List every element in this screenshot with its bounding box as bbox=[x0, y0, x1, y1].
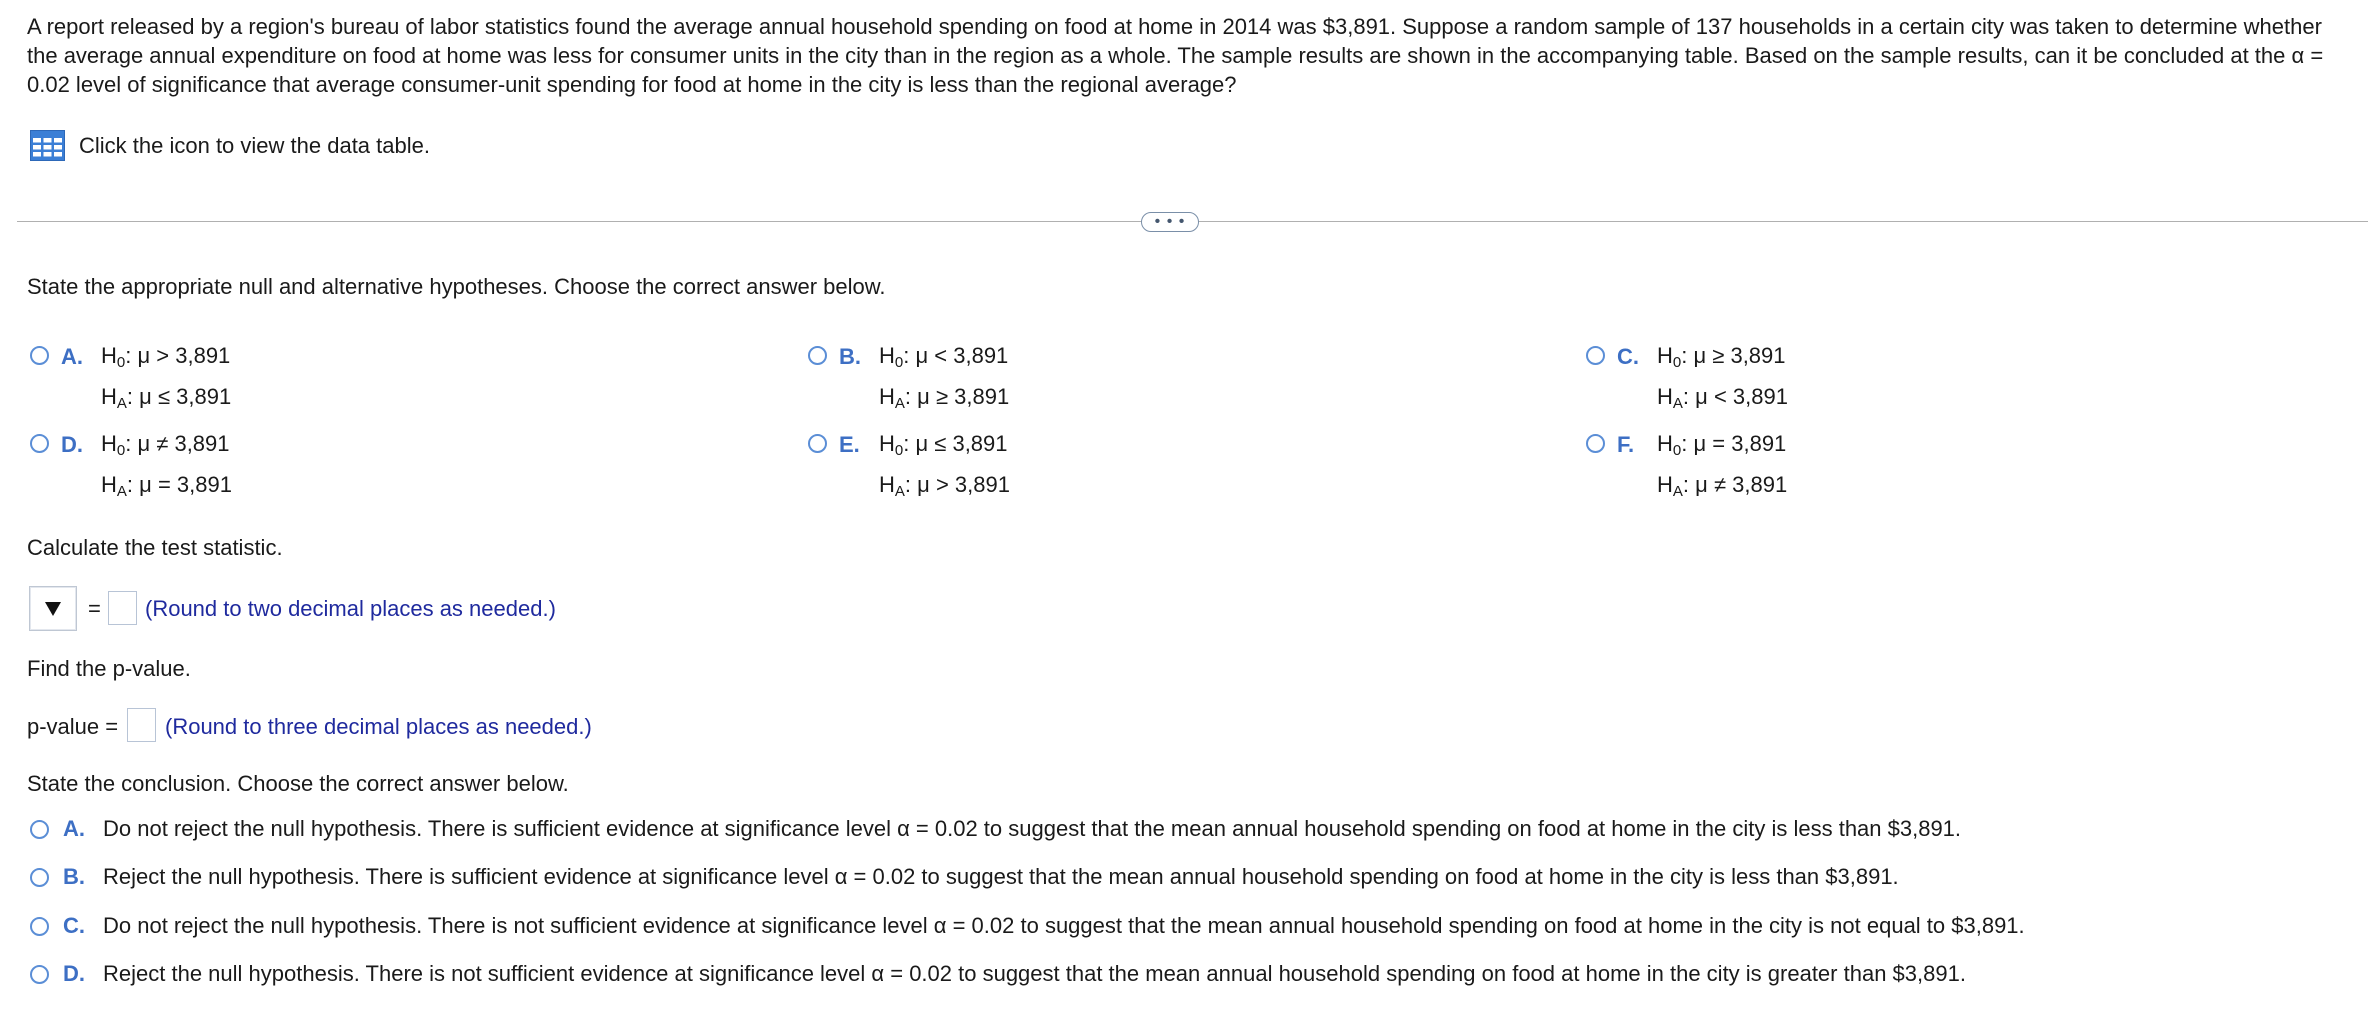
null-hypothesis: $H_0$: μ ≠ 3,891 bbox=[101, 431, 230, 459]
option-letter: A. bbox=[61, 344, 83, 369]
conclusion-text: Do not reject the null hypothesis. There is not sufficient evidence at significance level α = 0.02 to suggest that the mean annual household spending on food at home in the city is not equal to $3,891. bbox=[103, 913, 2025, 938]
conclusion-option-c[interactable] bbox=[30, 913, 2025, 939]
hypothesis-pair bbox=[879, 339, 1009, 421]
null-hypothesis: $H_0$: μ ≤ 3,891 bbox=[879, 431, 1008, 459]
equals-sign: = bbox=[88, 596, 101, 621]
hypothesis-option-b[interactable] bbox=[808, 344, 1009, 421]
triangle-down-icon bbox=[44, 601, 62, 617]
problem-statement: A report released by a region's bureau of labor statistics found the average annual household spending on food at home in 2014 was $3,891. Suppose a random sample of 137 households in a certain city was taken to determine whether the average annual expenditure on food at home was less for consumer units in the city than in the region as a whole. The sample results are shown in the accompanying table. Based on the sample results, can it be concluded at the α = 0.02 level of significance that average consumer-unit spending for food at home in the city is less than the regional average? bbox=[27, 14, 2324, 97]
conclusion-text: Reject the null hypothesis. There is not sufficient evidence at significance level α = 0.02 to suggest that the mean annual household spending on food at home in the city is greater than $3,891. bbox=[103, 961, 1966, 986]
conclusion-text: Reject the null hypothesis. There is sufficient evidence at significance level α = 0.02 to suggest that the mean annual household spending on food at home in the city is less than $3,891. bbox=[103, 864, 1899, 889]
option-letter: D. bbox=[63, 961, 85, 986]
alternative-hypothesis: $H_A$: μ < 3,891 bbox=[1657, 384, 1788, 412]
alternative-hypothesis: $H_A$: μ = 3,891 bbox=[101, 472, 232, 500]
hypothesis-option-d[interactable] bbox=[30, 432, 232, 509]
test-statistic-prompt: Calculate the test statistic. bbox=[27, 535, 283, 560]
hypothesis-pair bbox=[101, 339, 231, 421]
alternative-hypothesis: $H_A$: μ > 3,891 bbox=[879, 472, 1010, 500]
more-button[interactable]: • • • bbox=[1141, 212, 1199, 232]
option-letter: C. bbox=[1617, 344, 1639, 369]
option-letter: D. bbox=[61, 432, 83, 457]
null-hypothesis: $H_0$: μ > 3,891 bbox=[101, 343, 231, 371]
p-value-prompt: Find the p-value. bbox=[27, 656, 191, 681]
test-statistic-hint: (Round to two decimal places as needed.) bbox=[145, 596, 556, 621]
radio-button[interactable] bbox=[30, 868, 49, 887]
hypothesis-pair bbox=[101, 427, 232, 509]
alternative-hypothesis: $H_A$: μ ≤ 3,891 bbox=[101, 384, 232, 412]
alternative-hypothesis: $H_A$: μ ≥ 3,891 bbox=[879, 384, 1010, 412]
p-value-label: p-value = bbox=[27, 714, 119, 739]
p-value-hint: (Round to three decimal places as needed.) bbox=[165, 714, 592, 739]
conclusion-text: Do not reject the null hypothesis. There is sufficient evidence at significance level α = 0.02 to suggest that the mean annual household spending on food at home in the city is less than $3,891. bbox=[103, 816, 1962, 841]
p-value-input[interactable] bbox=[127, 708, 156, 742]
test-statistic-input[interactable] bbox=[108, 591, 137, 625]
alternative-hypothesis: $H_A$: μ ≠ 3,891 bbox=[1657, 472, 1788, 500]
radio-button[interactable] bbox=[1586, 434, 1605, 453]
table-icon[interactable] bbox=[30, 130, 65, 161]
option-letter: A. bbox=[63, 816, 85, 841]
conclusion-prompt: State the conclusion. Choose the correct answer below. bbox=[27, 771, 569, 796]
radio-button[interactable] bbox=[1586, 346, 1605, 365]
radio-button[interactable] bbox=[808, 434, 827, 453]
conclusion-option-b[interactable] bbox=[30, 864, 1899, 890]
null-hypothesis: $H_0$: μ ≥ 3,891 bbox=[1657, 343, 1786, 371]
null-hypothesis: $H_0$: μ = 3,891 bbox=[1657, 431, 1787, 459]
hypotheses-prompt: State the appropriate null and alternative hypotheses. Choose the correct answer below. bbox=[27, 274, 886, 299]
hypothesis-option-a[interactable] bbox=[30, 344, 231, 421]
radio-button[interactable] bbox=[30, 820, 49, 839]
hypothesis-option-f[interactable] bbox=[1586, 432, 1787, 509]
radio-button[interactable] bbox=[30, 917, 49, 936]
hypothesis-option-e[interactable] bbox=[808, 432, 1010, 509]
data-table-link-label[interactable]: Click the icon to view the data table. bbox=[79, 132, 430, 158]
option-letter: E. bbox=[839, 432, 860, 457]
hypothesis-pair bbox=[1657, 339, 1788, 421]
conclusion-option-d[interactable] bbox=[30, 961, 1966, 987]
radio-button[interactable] bbox=[30, 434, 49, 453]
radio-button[interactable] bbox=[30, 346, 49, 365]
statistic-type-dropdown[interactable] bbox=[29, 586, 77, 631]
radio-button[interactable] bbox=[808, 346, 827, 365]
hypothesis-option-c[interactable] bbox=[1586, 344, 1788, 421]
option-letter: B. bbox=[839, 344, 861, 369]
hypothesis-pair bbox=[1657, 427, 1787, 509]
option-letter: C. bbox=[63, 913, 85, 938]
option-letter: F. bbox=[1617, 432, 1635, 457]
radio-button[interactable] bbox=[30, 965, 49, 984]
option-letter: B. bbox=[63, 864, 85, 889]
data-table-link[interactable] bbox=[30, 130, 430, 161]
null-hypothesis: $H_0$: μ < 3,891 bbox=[879, 343, 1009, 371]
conclusion-option-a[interactable] bbox=[30, 816, 1961, 842]
hypothesis-pair bbox=[879, 427, 1010, 509]
